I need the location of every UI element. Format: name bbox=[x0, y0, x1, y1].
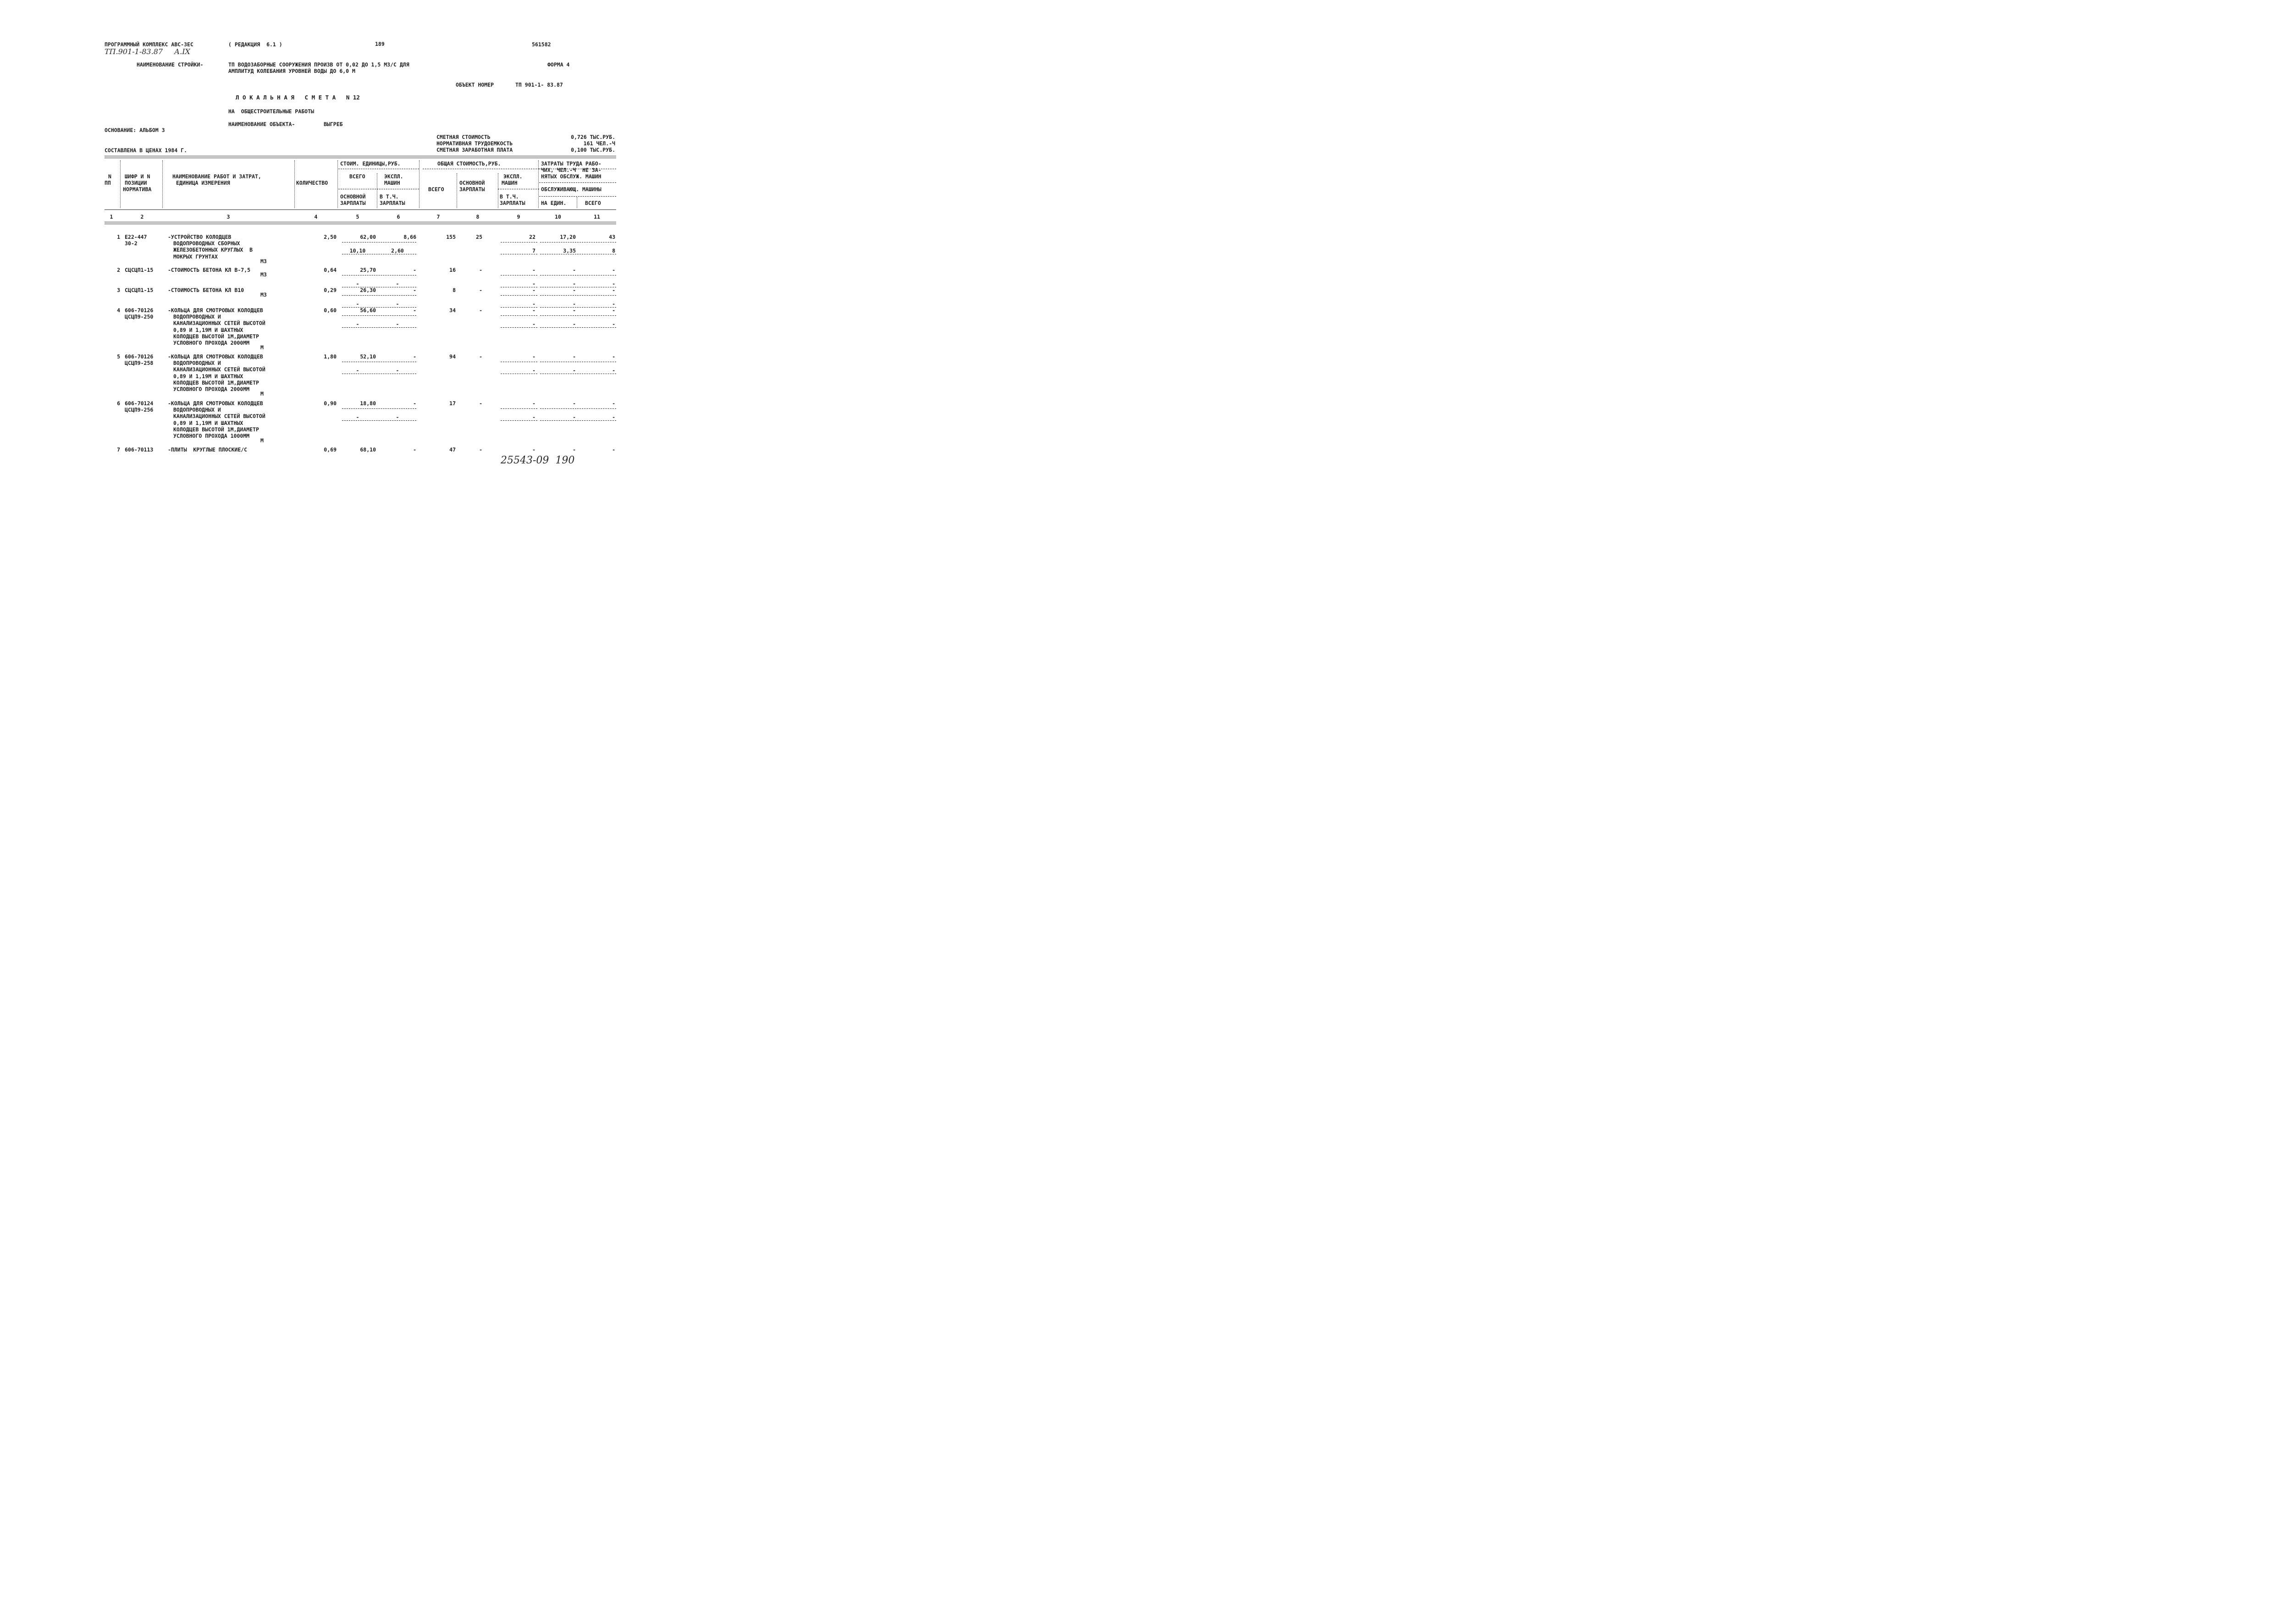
row-number: 5 bbox=[117, 353, 120, 360]
col-sep-9 bbox=[538, 160, 539, 208]
row-total-wage: - bbox=[479, 446, 482, 453]
document-code: 561582 bbox=[532, 41, 551, 48]
row-total: 16 bbox=[449, 267, 456, 273]
th-total-mach-2: МАШИН bbox=[502, 180, 518, 186]
row-name-line: ЖЕЛЕЗОБЕТОННЫХ КРУГЛЫХ В bbox=[173, 247, 253, 253]
col-number-7: 7 bbox=[436, 214, 440, 220]
th-total-incl-2: ЗАРПЛАТЫ bbox=[500, 200, 525, 206]
construction-name-line1: ТП ВОДОЗАБОРНЫЕ СООРУЖЕНИЯ ПРОИЗВ ОТ 0,02 ДО 1,5 М3/С ДЛЯ bbox=[228, 61, 409, 68]
row-labor-total: - bbox=[612, 400, 615, 407]
row-labor-total-2: - bbox=[612, 414, 615, 420]
row-number: 2 bbox=[117, 267, 120, 273]
row-total-wage: - bbox=[479, 400, 482, 407]
cell-underline bbox=[501, 420, 537, 421]
col-number-10: 10 bbox=[555, 214, 561, 220]
row-code: СЦСЦП1-15 bbox=[125, 287, 154, 293]
cell-underline bbox=[540, 408, 579, 409]
cell-underline bbox=[501, 295, 537, 296]
cell-underline bbox=[342, 315, 416, 316]
th-unit-cost: СТОИМ. ЕДИНИЦЫ,РУБ. bbox=[340, 160, 401, 167]
row-number: 6 bbox=[117, 400, 120, 407]
summary-label-wage: СМЕТНАЯ ЗАРАБОТНАЯ ПЛАТА bbox=[436, 147, 513, 153]
row-labor-total-2: - bbox=[612, 281, 615, 287]
estimate-title: Л О К А Л Ь Н А Я С М Е Т А N 12 bbox=[236, 94, 360, 101]
page-number: 189 bbox=[375, 41, 385, 47]
row-unit-mach: - bbox=[413, 446, 416, 453]
row-unit-wage: - bbox=[356, 321, 359, 327]
row-quantity: 0,69 bbox=[324, 446, 337, 453]
handwritten-album: А.IX bbox=[174, 47, 190, 56]
cell-underline bbox=[540, 315, 579, 316]
row-labor-unit: 17,20 bbox=[560, 234, 576, 240]
summary-value-cost: 0,726 ТЫС.РУБ. bbox=[571, 134, 615, 140]
th-total-all: ВСЕГО bbox=[428, 186, 444, 193]
row-name-line: -ПЛИТЫ КРУГЛЫЕ ПЛОСКИЕ/С bbox=[168, 446, 248, 453]
row-labor-total: 43 bbox=[609, 234, 615, 240]
row-name-line: КАНАЛИЗАЦИОННЫХ СЕТЕЙ ВЫСОТОЙ bbox=[173, 413, 265, 420]
row-labor-unit: - bbox=[573, 287, 576, 293]
col-number-6: 6 bbox=[397, 214, 400, 220]
row-name-line: -КОЛЬЦА ДЛЯ СМОТРОВЫХ КОЛОДЦЕВ bbox=[168, 353, 263, 360]
row-unit-incl: 2,60 bbox=[391, 248, 404, 254]
row-code: 30-2 bbox=[125, 240, 138, 247]
edition: ( РЕДАКЦИЯ 6.1 ) bbox=[228, 41, 282, 48]
row-name-line: -КОЛЬЦА ДЛЯ СМОТРОВЫХ КОЛОДЦЕВ bbox=[168, 307, 263, 314]
th-unit-wage-1: ОСНОВНОЙ bbox=[340, 193, 366, 200]
row-name-line: -КОЛЬЦА ДЛЯ СМОТРОВЫХ КОЛОДЦЕВ bbox=[168, 400, 263, 407]
row-name-line: 0,89 И 1,19М И ШАХТНЫХ bbox=[173, 373, 243, 380]
row-unit-total: 52,10 bbox=[360, 353, 376, 360]
col-number-3: 3 bbox=[226, 214, 230, 220]
row-name-line: КАНАЛИЗАЦИОННЫХ СЕТЕЙ ВЫСОТОЙ bbox=[173, 320, 265, 327]
row-number: 3 bbox=[117, 287, 120, 293]
cell-underline bbox=[342, 420, 416, 421]
row-labor-total-2: - bbox=[612, 321, 615, 327]
row-labor-total: - bbox=[612, 267, 615, 273]
row-unit: М3 bbox=[260, 258, 267, 264]
th-total-incl-1: В Т.Ч. bbox=[500, 193, 519, 200]
row-quantity: 0,60 bbox=[324, 307, 337, 314]
row-labor-unit-2: - bbox=[573, 281, 576, 287]
row-unit-mach: - bbox=[413, 353, 416, 360]
col-sep-2 bbox=[162, 160, 163, 208]
th-unit-incl-1: В Т.Ч. bbox=[380, 193, 399, 200]
row-unit: М bbox=[260, 344, 264, 351]
col-number-5: 5 bbox=[356, 214, 359, 220]
row-unit-mach: - bbox=[413, 287, 416, 293]
row-total-mach: - bbox=[532, 267, 535, 273]
th-pp: ПП bbox=[105, 180, 111, 186]
row-code: 606-70113 bbox=[125, 446, 154, 453]
program-name: ПРОГРАММНЫЙ КОМПЛЕКС АВС-ЗЕС bbox=[105, 41, 193, 48]
row-labor-total-2: - bbox=[612, 367, 615, 374]
row-name-line: КОЛОДЦЕВ ВЫСОТОЙ 1М,ДИАМЕТР bbox=[173, 426, 259, 433]
th-code-2: ПОЗИЦИИ bbox=[125, 180, 147, 186]
row-total-incl: 7 bbox=[532, 248, 535, 254]
row-name-line: ВОДОПРОВОДНЫХ СБОРНЫХ bbox=[173, 240, 240, 247]
row-unit: М3 bbox=[260, 292, 267, 298]
row-unit-mach: - bbox=[413, 400, 416, 407]
cell-underline bbox=[342, 295, 416, 296]
row-unit: М3 bbox=[260, 271, 267, 278]
row-unit-wage: - bbox=[356, 414, 359, 420]
summary-value-labor: 161 ЧЕЛ.-Ч bbox=[583, 140, 615, 147]
row-name-line: -СТОИМОСТЬ БЕТОНА КЛ В10 bbox=[168, 287, 244, 293]
row-labor-total: - bbox=[612, 307, 615, 314]
row-total: 94 bbox=[449, 353, 456, 360]
row-unit: М bbox=[260, 437, 264, 444]
cell-underline bbox=[501, 408, 537, 409]
cell-underline bbox=[342, 408, 416, 409]
row-quantity: 1,80 bbox=[324, 353, 337, 360]
row-code: 606-70126 bbox=[125, 307, 154, 314]
row-code: 606-70124 bbox=[125, 400, 154, 407]
th-unit-mach-2: МАШИН bbox=[384, 180, 400, 186]
row-unit-incl: - bbox=[396, 321, 399, 327]
col-number-9: 9 bbox=[517, 214, 520, 220]
row-name-line: -УСТРОЙСТВО КОЛОДЦЕВ bbox=[168, 234, 232, 240]
col-number-4: 4 bbox=[314, 214, 318, 220]
object-name-label: НАИМЕНОВАНИЕ ОБЪЕКТА- bbox=[228, 121, 295, 127]
row-unit-mach: 8,66 bbox=[403, 234, 416, 240]
cell-underline bbox=[580, 295, 616, 296]
th-labor-unit: НА ЕДИН. bbox=[541, 200, 567, 206]
th-unit-mach-1: ЭКСПЛ. bbox=[384, 173, 403, 180]
summary-label-cost: СМЕТНАЯ СТОИМОСТЬ bbox=[436, 134, 491, 140]
row-labor-total: - bbox=[612, 446, 615, 453]
basis: ОСНОВАНИЕ: АЛЬБОМ 3 bbox=[105, 127, 165, 133]
row-total-incl: - bbox=[532, 301, 535, 307]
row-total-mach: - bbox=[532, 287, 535, 293]
th-name-1: НАИМЕНОВАНИЕ РАБОТ И ЗАТРАТ, bbox=[172, 173, 261, 180]
cell-underline bbox=[540, 295, 579, 296]
cell-underline bbox=[580, 315, 616, 316]
row-name-line: 0,89 И 1,19М И ШАХТНЫХ bbox=[173, 419, 243, 426]
cell-underline bbox=[540, 327, 579, 328]
th-code-3: НОРМАТИВА bbox=[123, 186, 152, 193]
col-number-11: 11 bbox=[594, 214, 600, 220]
col-sep-4 bbox=[337, 160, 338, 208]
summary-label-labor: НОРМАТИВНАЯ ТРУДОЕМКОСТЬ bbox=[436, 140, 513, 147]
col-sep-1 bbox=[120, 160, 121, 208]
row-name-line: -СТОИМОСТЬ БЕТОНА КЛ В-7,5 bbox=[168, 267, 251, 273]
row-unit-incl: - bbox=[396, 281, 399, 287]
row-unit-total: 56,60 bbox=[360, 307, 376, 314]
row-code: ЦСЦП9-256 bbox=[125, 407, 154, 413]
cell-underline bbox=[501, 327, 537, 328]
row-number: 1 bbox=[117, 234, 120, 240]
row-total-mach: 22 bbox=[529, 234, 535, 240]
row-unit-wage: - bbox=[356, 281, 359, 287]
cell-underline bbox=[540, 420, 579, 421]
row-total-incl: - bbox=[532, 367, 535, 374]
cell-underline bbox=[580, 327, 616, 328]
object-number-label: ОБЪЕКТ НОМЕР bbox=[456, 82, 494, 88]
row-quantity: 0,90 bbox=[324, 400, 337, 407]
construction-label: НАИМЕНОВАНИЕ СТРОЙКИ- bbox=[137, 61, 204, 68]
row-unit-total: 26,30 bbox=[360, 287, 376, 293]
row-labor-unit: - bbox=[573, 400, 576, 407]
row-name-line: ВОДОПРОВОДНЫХ И bbox=[173, 360, 221, 367]
row-quantity: 2,50 bbox=[324, 234, 337, 240]
row-code: СЦСЦП1-15 bbox=[125, 267, 154, 273]
row-total-mach: - bbox=[532, 307, 535, 314]
row-unit: М bbox=[260, 391, 264, 397]
row-labor-unit-2: - bbox=[573, 414, 576, 420]
row-name-line: ВОДОПРОВОДНЫХ И bbox=[173, 407, 221, 413]
form-label: ФОРМА 4 bbox=[547, 61, 570, 68]
th-unit-total: ВСЕГО bbox=[349, 173, 365, 180]
row-total-mach: - bbox=[532, 353, 535, 360]
cell-underline bbox=[342, 327, 416, 328]
row-code: 606-70126 bbox=[125, 353, 154, 360]
row-code: Е22-447 bbox=[125, 234, 147, 240]
row-total: 47 bbox=[449, 446, 456, 453]
row-name-line: КОЛОДЦЕВ ВЫСОТОЙ 1М,ДИАМЕТР bbox=[173, 333, 259, 340]
row-labor-unit: - bbox=[573, 267, 576, 273]
labor-subrule2 bbox=[539, 182, 616, 183]
price-base: СОСТАВЛЕНА В ЦЕНАХ 1984 Г. bbox=[105, 147, 188, 154]
labor-subrule3 bbox=[539, 196, 616, 197]
row-labor-total: - bbox=[612, 353, 615, 360]
handwritten-footer-note: 25543-09 190 bbox=[501, 455, 575, 466]
row-unit-incl: - bbox=[396, 301, 399, 307]
row-unit-wage: - bbox=[356, 367, 359, 374]
header-bottom-rule bbox=[105, 209, 616, 210]
row-unit-incl: - bbox=[396, 367, 399, 374]
row-total-incl: - bbox=[532, 414, 535, 420]
estimate-subject: НА ОБЩЕСТРОИТЕЛЬНЫЕ РАБОТЫ bbox=[228, 108, 314, 115]
th-labor-total: ВСЕГО bbox=[585, 200, 601, 206]
row-name-line: УСЛОВНОГО ПРОХОДА 2000ММ bbox=[173, 340, 250, 346]
row-labor-total-2: 8 bbox=[612, 248, 615, 254]
col-number-8: 8 bbox=[476, 214, 480, 220]
row-total-mach: - bbox=[532, 446, 535, 453]
summary-value-wage: 0,100 ТЫС.РУБ. bbox=[571, 147, 615, 153]
th-unit-wage-2: ЗАРПЛАТЫ bbox=[340, 200, 366, 206]
row-labor-unit: - bbox=[573, 307, 576, 314]
th-total-mach-1: ЭКСПЛ. bbox=[503, 173, 523, 180]
handwritten-project-code: ТП.901-1-83.87 bbox=[105, 47, 163, 56]
object-number: ТП 901-1- 83.87 bbox=[515, 82, 563, 88]
row-total-wage: - bbox=[479, 287, 482, 293]
th-total-wage-2: ЗАРПЛАТЫ bbox=[459, 186, 485, 193]
cell-underline bbox=[501, 315, 537, 316]
row-labor-unit-2: - bbox=[573, 301, 576, 307]
row-unit-total: 68,10 bbox=[360, 446, 376, 453]
row-total: 17 bbox=[449, 400, 456, 407]
col-number-1: 1 bbox=[110, 214, 113, 220]
row-total: 155 bbox=[446, 234, 456, 240]
row-unit-mach: - bbox=[413, 307, 416, 314]
cell-underline bbox=[580, 408, 616, 409]
col-sep-3 bbox=[294, 160, 295, 208]
row-unit-wage: 10,10 bbox=[349, 248, 366, 254]
row-name-line: УСЛОВНОГО ПРОХОДА 2000ММ bbox=[173, 386, 250, 392]
row-labor-unit-2: - bbox=[573, 321, 576, 327]
row-code: ЦСЦП9-258 bbox=[125, 360, 154, 367]
cell-underline bbox=[580, 420, 616, 421]
row-unit-total: 18,80 bbox=[360, 400, 376, 407]
row-total-wage: - bbox=[479, 353, 482, 360]
row-total-wage: 25 bbox=[476, 234, 482, 240]
row-total-mach: - bbox=[532, 400, 535, 407]
row-name-line: МОКРЫХ ГРУНТАХ bbox=[173, 253, 218, 260]
row-labor-unit: - bbox=[573, 353, 576, 360]
th-labor-sub: ОБСЛУЖИВАЮЩ. МАШИНЫ bbox=[541, 186, 602, 193]
th-unit-incl-2: ЗАРПЛАТЫ bbox=[380, 200, 405, 206]
th-name-2: ЕДИНИЦА ИЗМЕРЕНИЯ bbox=[176, 180, 230, 186]
th-code-1: ШИФР И N bbox=[125, 173, 150, 180]
object-name: ВЫГРЕБ bbox=[324, 121, 343, 127]
row-name-line: ВОДОПРОВОДНЫХ И bbox=[173, 314, 221, 320]
th-total-cost: ОБЩАЯ СТОИМОСТЬ,РУБ. bbox=[437, 160, 501, 167]
row-name-line: УСЛОВНОГО ПРОХОДА 1000ММ bbox=[173, 433, 250, 439]
row-total: 34 bbox=[449, 307, 456, 314]
th-labor-1: ЗАТРАТЫ ТРУДА РАБО- bbox=[541, 160, 602, 167]
row-number: 4 bbox=[117, 307, 120, 314]
th-labor-3: НЯТЫХ ОБСЛУЖ. МАШИН bbox=[541, 173, 602, 180]
row-total: 8 bbox=[453, 287, 456, 293]
th-n: N bbox=[108, 173, 111, 180]
row-labor-total-2: - bbox=[612, 301, 615, 307]
row-quantity: 0,64 bbox=[324, 267, 337, 273]
row-name-line: КОЛОДЦЕВ ВЫСОТОЙ 1М,ДИАМЕТР bbox=[173, 379, 259, 386]
row-code: ЦСЦП9-250 bbox=[125, 314, 154, 320]
row-total-incl: - bbox=[532, 281, 535, 287]
col-number-2: 2 bbox=[140, 214, 144, 220]
row-unit-incl: - bbox=[396, 414, 399, 420]
row-unit-total: 62,00 bbox=[360, 234, 376, 240]
row-labor-unit-2: 3,35 bbox=[563, 248, 576, 254]
row-quantity: 0,29 bbox=[324, 287, 337, 293]
row-name-line: 0,89 И 1,19М И ШАХТНЫХ bbox=[173, 326, 243, 333]
row-labor-unit-2: - bbox=[573, 367, 576, 374]
row-total-wage: - bbox=[479, 267, 482, 273]
row-total-wage: - bbox=[479, 307, 482, 314]
construction-name-line2: АМПЛИТУД КОЛЕБАНИЯ УРОВНЕЙ ВОДЫ ДО 6,0 М bbox=[228, 68, 355, 74]
row-labor-total: - bbox=[612, 287, 615, 293]
th-total-wage-1: ОСНОВНОЙ bbox=[459, 180, 485, 186]
row-unit-wage: - bbox=[356, 301, 359, 307]
th-labor-2: ЧИХ, ЧЕЛ.-Ч НЕ ЗА- bbox=[541, 167, 602, 173]
row-number: 7 bbox=[117, 446, 120, 453]
row-unit-total: 25,70 bbox=[360, 267, 376, 273]
row-name-line: КАНАЛИЗАЦИОННЫХ СЕТЕЙ ВЫСОТОЙ bbox=[173, 366, 265, 373]
row-total-incl: - bbox=[532, 321, 535, 327]
row-unit-mach: - bbox=[413, 267, 416, 273]
row-labor-unit: - bbox=[573, 446, 576, 453]
th-quantity: КОЛИЧЕСТВО bbox=[296, 180, 328, 186]
